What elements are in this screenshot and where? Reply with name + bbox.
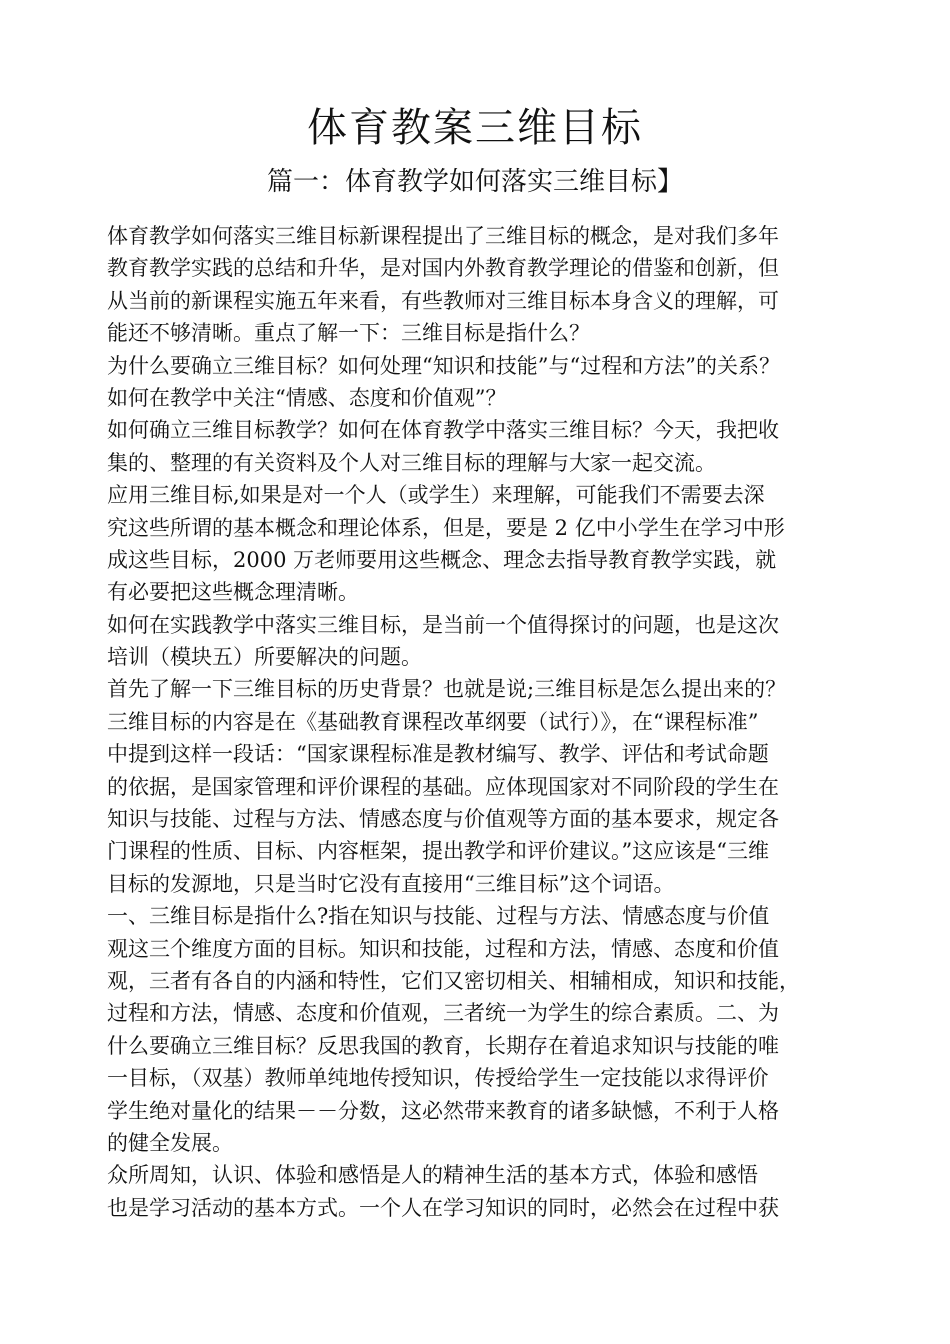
body-text-line: 如何确立三维目标教学？如何在体育教学中落实三维目标？今天，我把收	[107, 418, 779, 443]
body-text-line: 门课程的性质、目标、内容框架，提出教学和评价建议。”这应该是“三维	[107, 839, 769, 864]
body-text-line: 一、三维目标是指什么?指在知识与技能、过程与方法、情感态度与价值	[107, 904, 770, 929]
body-text-line: 观，三者有各自的内涵和特性，它们又密切相关、相辅相成，知识和技能，	[107, 968, 800, 993]
body-text-line: 的依据，是国家管理和评价课程的基础。应体现国家对不同阶段的学生在	[107, 774, 779, 799]
body-text-line: 体育教学如何落实三维目标新课程提出了三维目标的概念，是对我们多年	[107, 224, 779, 248]
body-text-line: 学生绝对量化的结果－－分数，这必然带来教育的诸多缺憾，不利于人格	[107, 1098, 779, 1123]
body-text-line: 过程和方法，情感、态度和价值观，三者统一为学生的综合素质。二、为	[107, 1001, 779, 1026]
body-text-line: 从当前的新课程实施五年来看，有些教师对三维目标本身含义的理解，可	[107, 288, 779, 313]
body-text-line: 中提到这样一段话：“国家课程标准是教材编写、教学、评估和考试命题	[107, 742, 769, 767]
body-text-line: 培训（模块五）所要解决的问题。	[107, 645, 422, 670]
body-text-line: 如何在实践教学中落实三维目标，是当前一个值得探讨的问题，也是这次	[107, 612, 779, 637]
body-text-line: 观这三个维度方面的目标。知识和技能，过程和方法，情感、态度和价值	[107, 936, 779, 961]
body-text-line: 三维目标的内容是在《基础教育课程改革纲要（试行）》，在“课程标准”	[107, 709, 759, 734]
body-text-line: 众所周知，认识、体验和感悟是人的精神生活的基本方式，体验和感悟	[107, 1163, 758, 1188]
document-subtitle: 篇一：体育教学如何落实三维目标】	[266, 167, 683, 197]
body-text-line: 教育教学实践的总结和升华，是对国内外教育教学理论的借鉴和创新，但	[107, 256, 779, 281]
body-text-line: 集的、整理的有关资料及个人对三维目标的理解与大家一起交流。	[107, 450, 716, 475]
body-text-line: 的健全发展。	[107, 1130, 233, 1155]
body-text-line: 也是学习活动的基本方式。一个人在学习知识的同时，必然会在过程中获	[107, 1195, 779, 1220]
body-text-line: 目标的发源地，只是当时它没有直接用“三维目标”这个词语。	[107, 871, 675, 896]
document-body	[107, 220, 867, 1224]
body-text-line: 什么要确立三维目标？反思我国的教育，长期存在着追求知识与技能的唯	[107, 1033, 779, 1058]
body-text-line: 能还不够清晰。重点了解一下：三维目标是指什么？	[107, 321, 590, 346]
body-text-line: 成这些目标，2000 万老师要用这些概念、理念去指导教育教学实践，就	[107, 547, 777, 572]
body-text-line: 一目标，（双基）教师单纯地传授知识，传授给学生一定技能以求得评价	[107, 1066, 769, 1091]
body-text-line: 如何在教学中关注“情感、态度和价值观”？	[107, 385, 507, 410]
body-text-line: 究这些所谓的基本概念和理论体系，但是，要是 2 亿中小学生在学习中形	[107, 515, 785, 540]
body-text-line: 应用三维目标,如果是对一个人（或学生）来理解，可能我们不需要去深	[107, 483, 765, 508]
document-title: 体育教案三维目标	[307, 105, 643, 151]
body-text-line: 有必要把这些概念理清晰。	[107, 580, 359, 605]
body-text-line: 知识与技能、过程与方法、情感态度与价值观等方面的基本要求，规定各	[107, 807, 779, 832]
body-text-line: 为什么要确立三维目标？如何处理“知识和技能”与“过程和方法”的关系？	[107, 353, 780, 378]
body-text-line: 首先了解一下三维目标的历史背景？也就是说;三维目标是怎么提出来的？	[107, 677, 787, 702]
